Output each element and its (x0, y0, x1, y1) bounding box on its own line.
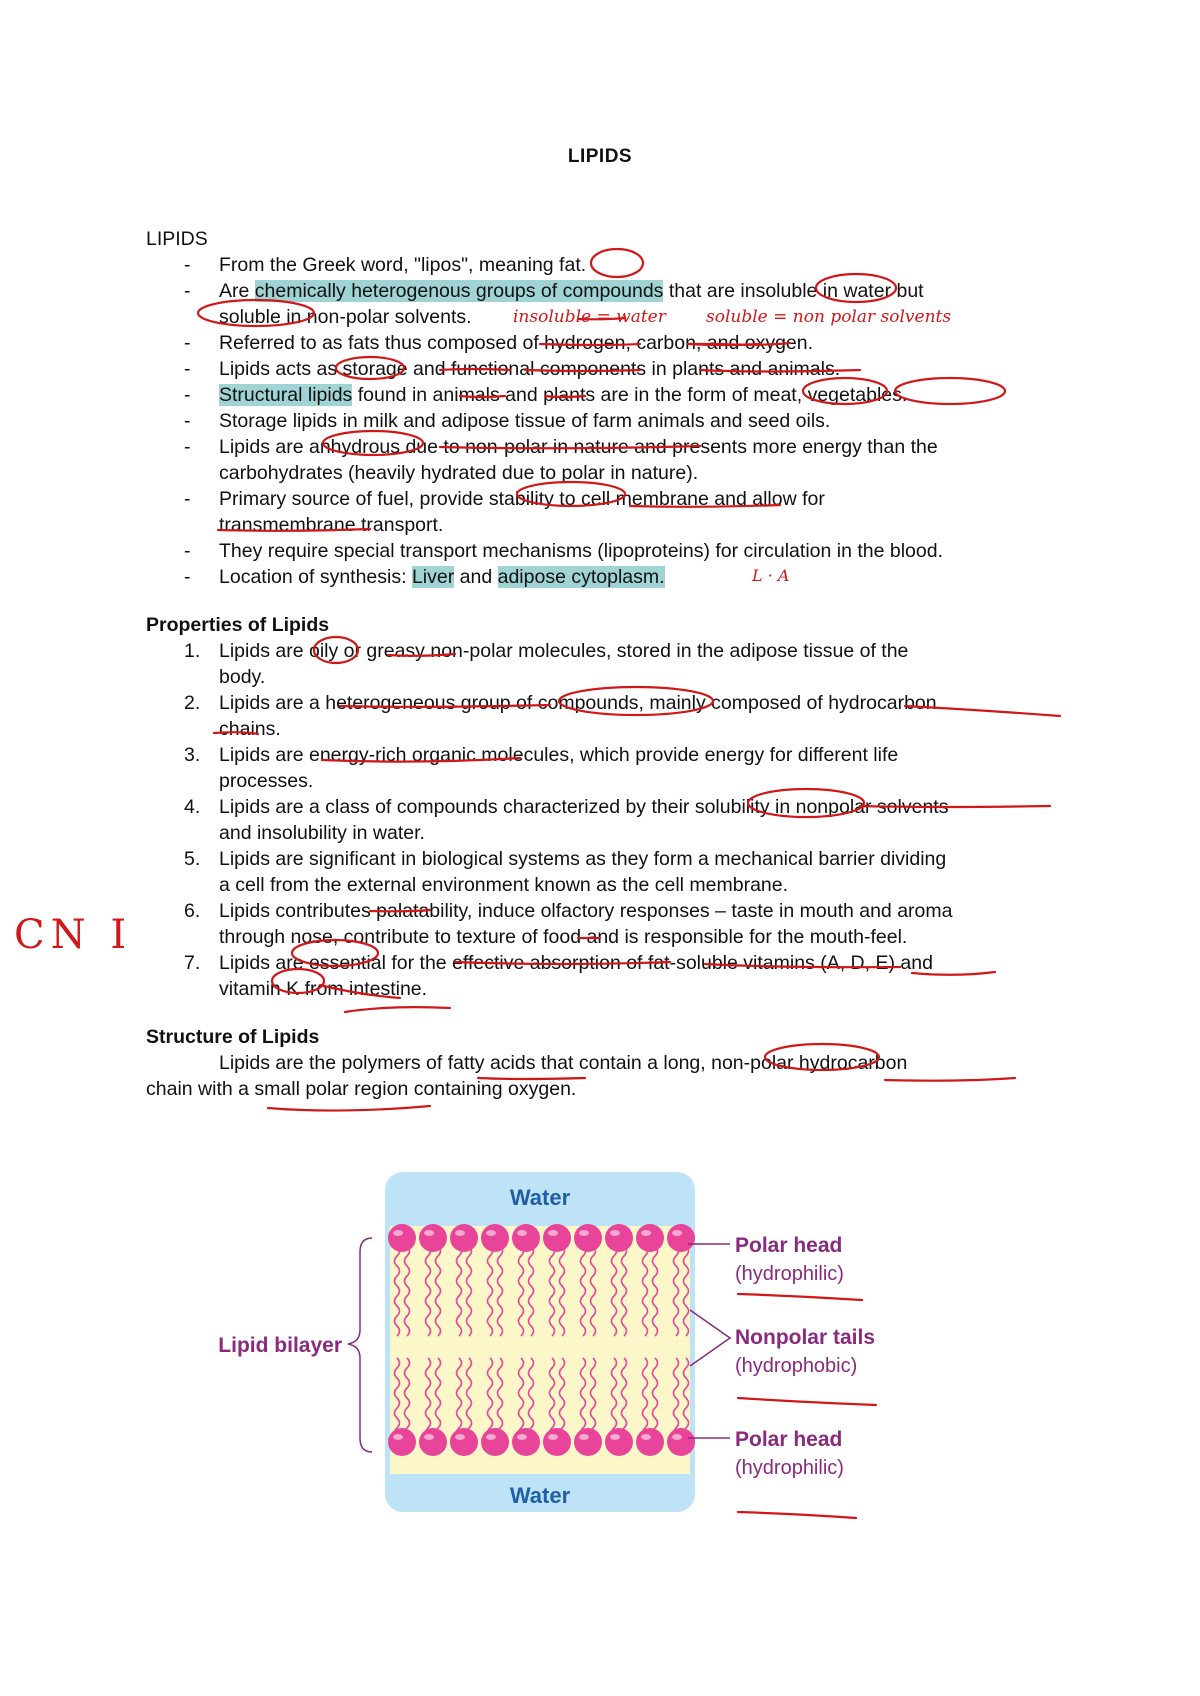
bullet-text: and (454, 566, 498, 588)
polar-head (667, 1428, 695, 1456)
polar-head (419, 1428, 447, 1456)
bullet-text: that are insoluble in water but (663, 280, 924, 302)
property-number: 2. (184, 692, 201, 714)
polar-head-highlight (548, 1434, 558, 1440)
polar-head-highlight (672, 1434, 682, 1440)
bullet-7-line-1 (219, 434, 938, 460)
page-title: LIPIDS (567, 146, 633, 167)
bullet-dash: - (184, 436, 191, 458)
lipid-bilayer-label: Lipid bilayer (218, 1334, 342, 1357)
bullet-text: They require special transport mechanisms (lipoproteins) for circulation in the blood. (219, 540, 944, 562)
highlighted-text: Liver (411, 566, 455, 588)
nonpolar-tails-sub: (hydrophobic) (735, 1355, 858, 1377)
polar-head-bottom-sub: (hydrophilic) (735, 1457, 844, 1479)
handwritten-margin-note: CN I (14, 912, 133, 958)
bullet-text: Location of synthesis: (219, 566, 412, 588)
polar-head (636, 1428, 664, 1456)
polar-head-highlight (579, 1230, 589, 1236)
bullet-5 (219, 382, 907, 408)
polar-head (450, 1428, 478, 1456)
handwritten-note-insoluble: insoluble = water (513, 307, 666, 327)
polar-head-highlight (424, 1230, 434, 1236)
polar-head (543, 1224, 571, 1252)
polar-head-highlight (610, 1434, 620, 1440)
polar-head (450, 1224, 478, 1252)
property-line: Lipids are oily or greasy non-polar molecules, stored in the adipose tissue of the (219, 640, 909, 662)
structure-heading: Structure of Lipids (146, 1026, 320, 1048)
property-line: chains. (219, 718, 281, 740)
property-line: Lipids are essential for the effective absorption of fat-soluble vitamins (A, D, E) and (219, 952, 933, 974)
polar-head (481, 1224, 509, 1252)
property-line: a cell from the external environment known as the cell membrane. (219, 874, 789, 896)
bullet-text: Lipids are anhydrous due to non-polar in nature and presents more energy than the (219, 436, 938, 458)
bullet-dash: - (184, 540, 191, 562)
handwritten-note-la: L · A (752, 566, 790, 585)
handwritten-note-soluble: soluble = non polar solvents (706, 307, 952, 327)
polar-head-highlight (455, 1434, 465, 1440)
polar-head-highlight (579, 1434, 589, 1440)
polar-head (512, 1224, 540, 1252)
polar-head (605, 1428, 633, 1456)
bullet-10 (219, 564, 665, 590)
polar-head (419, 1224, 447, 1252)
bullet-text: found in animals and plants are in the form of meat, vegetables. (352, 384, 908, 406)
polar-head-highlight (393, 1434, 403, 1440)
polar-head-highlight (455, 1230, 465, 1236)
bilayer-body (385, 1172, 695, 1512)
bullet-2-line-2 (219, 304, 472, 330)
polar-head (481, 1428, 509, 1456)
bullet-dash: - (184, 280, 191, 302)
bullet-8-line-2 (219, 512, 443, 538)
polar-head (388, 1224, 416, 1252)
highlighted-text: adipose cytoplasm. (497, 566, 665, 588)
property-line: vitamin K from intestine. (219, 978, 428, 1000)
property-line: through nose, contribute to texture of food and is responsible for the mouth-feel. (219, 926, 908, 948)
bilayer-brace (348, 1238, 372, 1452)
bullet-dash: - (184, 410, 191, 432)
polar-head-highlight (393, 1230, 403, 1236)
polar-head (574, 1428, 602, 1456)
bullet-text: transmembrane transport. (219, 514, 444, 536)
bullet-text: From the Greek word, "lipos", meaning fat. (219, 254, 587, 276)
bullet-text: carbohydrates (heavily hydrated due to polar in nature). (219, 462, 699, 484)
polar-head-highlight (641, 1434, 651, 1440)
polar-head-highlight (641, 1230, 651, 1236)
bullet-text: Storage lipids in milk and adipose tissue of farm animals and seed oils. (219, 410, 831, 432)
bullet-dash: - (184, 254, 191, 276)
bullet-text: Referred to as fats thus composed of hydrogen, carbon, and oxygen. (219, 332, 814, 354)
water-label-top: Water (509, 1185, 571, 1210)
property-line: Lipids are significant in biological systems as they form a mechanical barrier dividing (219, 848, 947, 870)
property-line: Lipids are a class of compounds characterized by their solubility in nonpolar solvents (219, 796, 949, 818)
bullet-dash: - (184, 566, 191, 588)
properties-heading: Properties of Lipids (146, 614, 330, 636)
polar-head-highlight (424, 1434, 434, 1440)
property-number: 7. (184, 952, 201, 974)
bullet-3 (219, 330, 813, 356)
polar-head (667, 1224, 695, 1252)
polar-head-highlight (517, 1230, 527, 1236)
highlighted-text: Structural lipids (219, 384, 353, 406)
tails-pointer (690, 1310, 730, 1366)
property-line: and insolubility in water. (219, 822, 425, 844)
bullet-dash: - (184, 358, 191, 380)
bullet-text: soluble in non-polar solvents. (219, 306, 472, 328)
bullet-9 (219, 538, 943, 564)
bullet-dash: - (184, 332, 191, 354)
polar-head-bottom-label: Polar head (735, 1428, 843, 1451)
property-number: 5. (184, 848, 201, 870)
polar-head-highlight (486, 1230, 496, 1236)
polar-head-highlight (486, 1434, 496, 1440)
structure-line-1: Lipids are the polymers of fatty acids that contain a long, non-polar hydrocarbon (219, 1052, 908, 1074)
polar-head (574, 1224, 602, 1252)
bullet-6 (219, 408, 830, 434)
polar-head-highlight (517, 1434, 527, 1440)
bullet-1 (219, 252, 586, 278)
structure-line-2: chain with a small polar region containing oxygen. (146, 1078, 577, 1100)
water-label-bottom: Water (509, 1483, 571, 1508)
highlighted-text: chemically heterogenous groups of compounds (254, 280, 664, 302)
property-number: 4. (184, 796, 201, 818)
property-line: Lipids are energy-rich organic molecules, which provide energy for different life (219, 744, 899, 766)
polar-head-top-sub: (hydrophilic) (735, 1263, 844, 1285)
bullet-7-line-2 (219, 460, 698, 486)
property-line: Lipids are a heterogeneous group of compounds, mainly composed of hydrocarbon (219, 692, 937, 714)
bullet-4 (219, 356, 840, 382)
polar-head-highlight (610, 1230, 620, 1236)
bullet-dash: - (184, 488, 191, 510)
polar-head-highlight (548, 1230, 558, 1236)
bullet-2-line-1 (219, 278, 924, 304)
section-label-lipids: LIPIDS (146, 228, 208, 250)
bullet-8-line-1 (219, 486, 825, 512)
polar-head-top-label: Polar head (735, 1234, 843, 1257)
property-number: 6. (184, 900, 201, 922)
property-line: body. (219, 666, 266, 688)
polar-head (543, 1428, 571, 1456)
property-number: 1. (184, 640, 201, 662)
bullet-text: Are (219, 280, 255, 302)
polar-head (512, 1428, 540, 1456)
lipid-bilayer-figure (200, 1160, 920, 1520)
polar-head (636, 1224, 664, 1252)
polar-head (388, 1428, 416, 1456)
nonpolar-tails-label: Nonpolar tails (735, 1326, 876, 1349)
property-number: 3. (184, 744, 201, 766)
polar-head-highlight (672, 1230, 682, 1236)
property-line: processes. (219, 770, 314, 792)
bullet-dash: - (184, 384, 191, 406)
polar-head (605, 1224, 633, 1252)
property-line: Lipids contributes palatability, induce olfactory responses – taste in mouth and aroma (219, 900, 953, 922)
bullet-text: Lipids acts as storage and functional components in plants and animals. (219, 358, 841, 380)
bullet-text: Primary source of fuel, provide stability to cell membrane and allow for (219, 488, 825, 510)
